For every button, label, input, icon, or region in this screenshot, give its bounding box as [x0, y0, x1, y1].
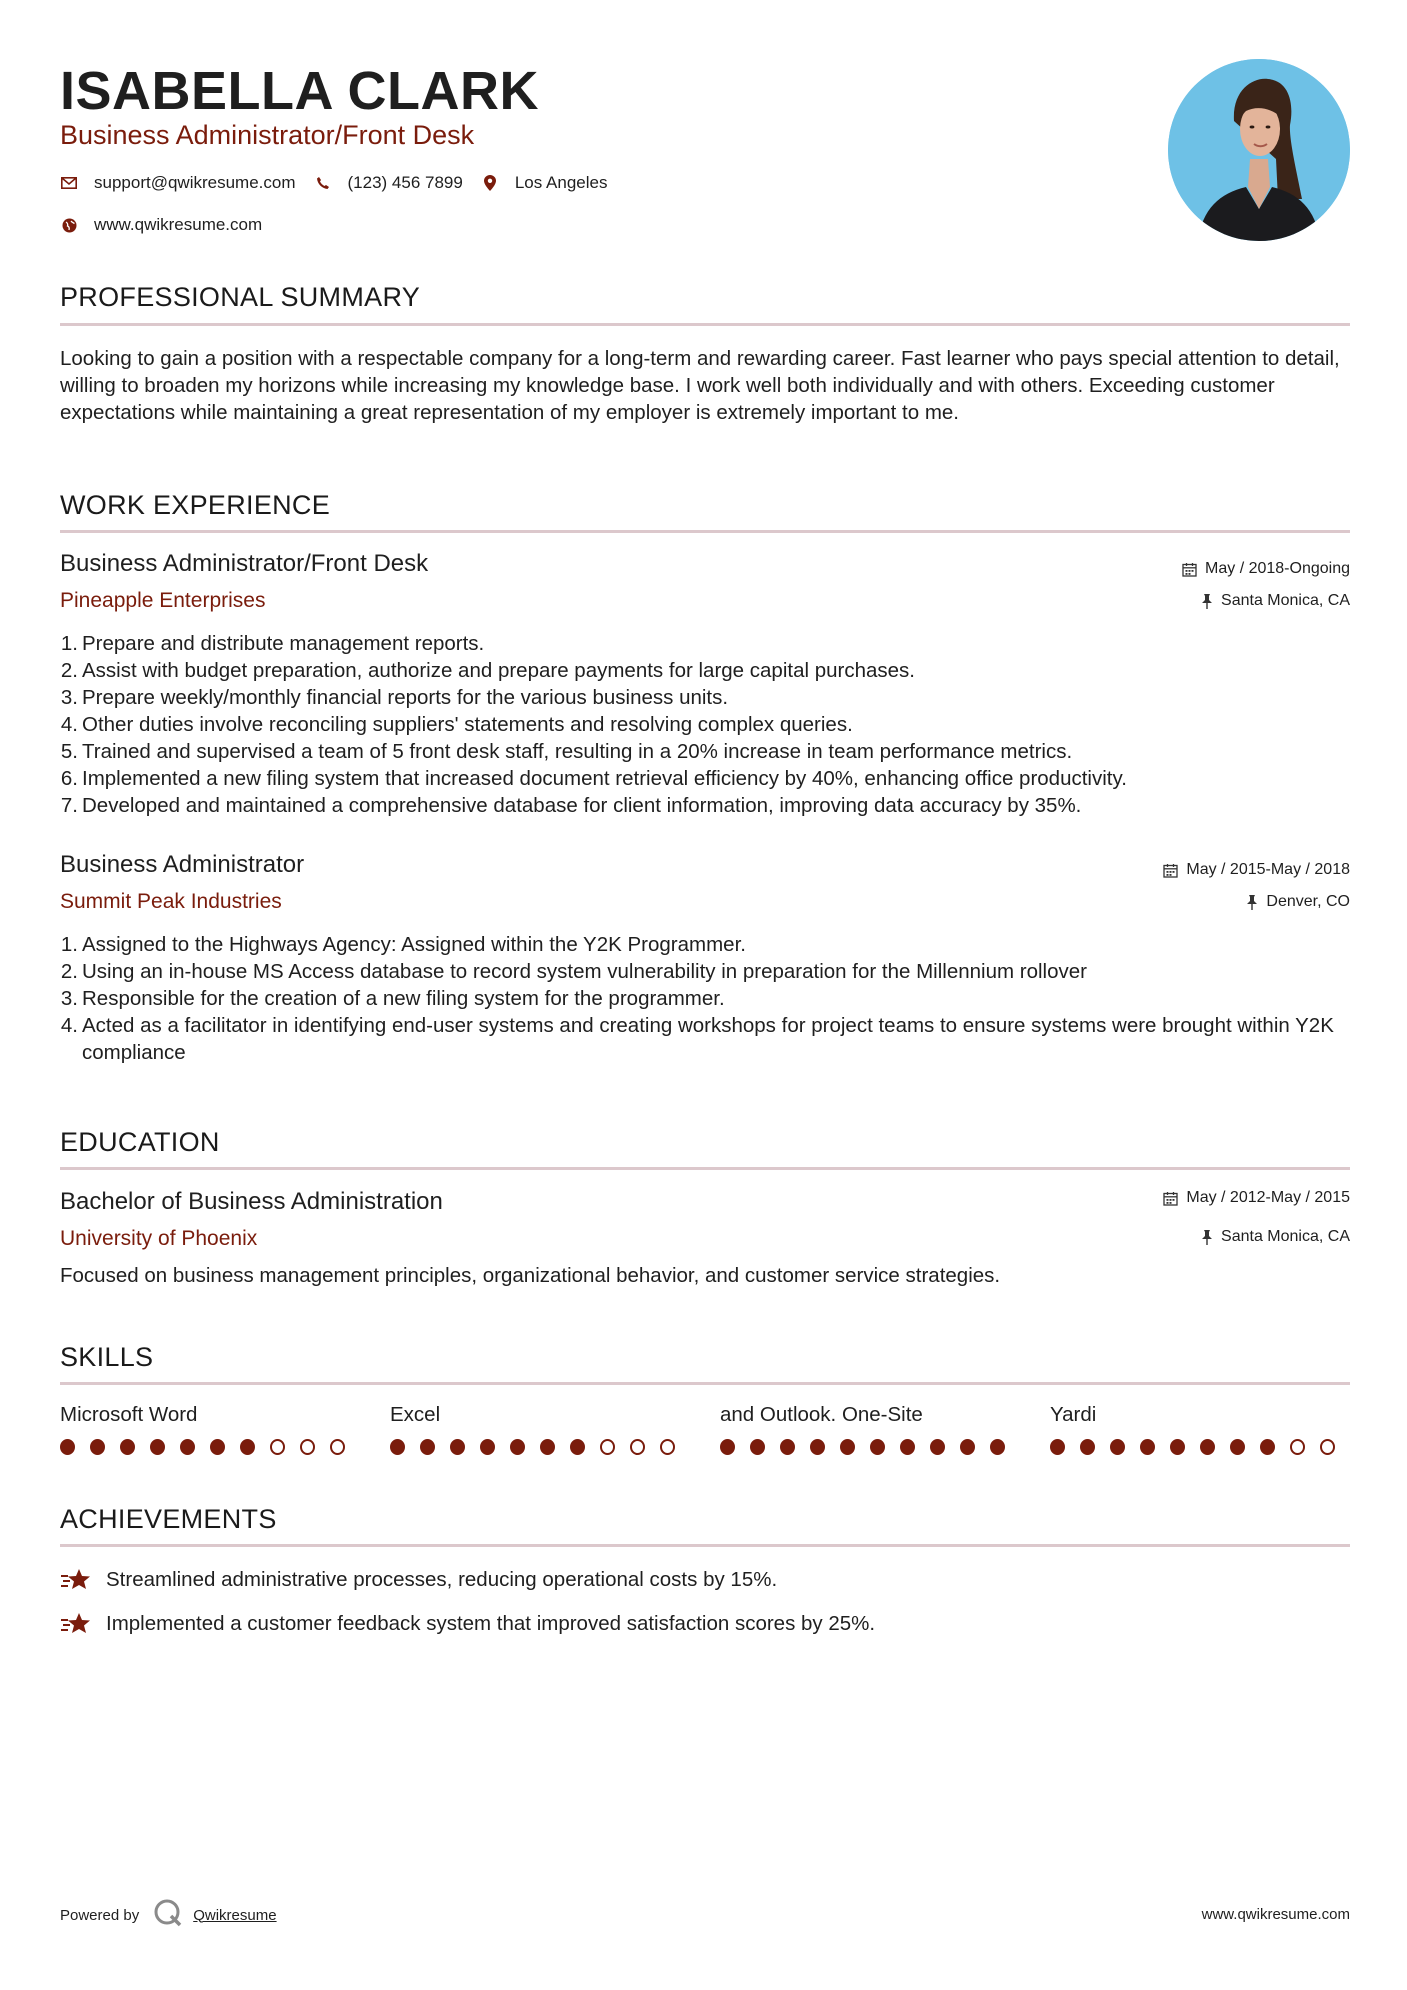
- achievement-text: Implemented a customer feedback system that improved satisfaction scores by 25%.: [106, 1612, 876, 1635]
- skills-heading: SKILLS: [60, 1342, 154, 1372]
- rating-dot-filled: [240, 1439, 255, 1455]
- rating-dot-filled: [900, 1439, 915, 1455]
- job-dates-2: [1163, 861, 1350, 879]
- job-title-2: Business Administrator: [60, 851, 305, 878]
- list-item: 1. Assigned to the Highways Agency: Assigned within the Y2K Programmer.: [60, 933, 746, 956]
- pushpin-icon: [1201, 1230, 1213, 1245]
- skill-name: Yardi: [1050, 1403, 1097, 1426]
- skill-rating: [1050, 1439, 1350, 1455]
- job-dates-text-1: May / 2018-Ongoing: [1205, 560, 1350, 577]
- rating-dot-empty: [600, 1439, 615, 1455]
- rating-dot-empty: [660, 1439, 675, 1455]
- rating-dot-filled: [390, 1439, 405, 1455]
- qwikresume-logo-icon: [153, 1898, 183, 1932]
- list-item: 2. Assist with budget preparation, authorize and prepare payments for large capital purchases.: [60, 659, 916, 682]
- achievement-item: [60, 1566, 777, 1594]
- rating-dot-filled: [750, 1439, 765, 1455]
- rating-dot-filled: [1080, 1439, 1095, 1455]
- skill-item: [1050, 1403, 1350, 1455]
- job-location-2: [1246, 893, 1350, 911]
- calendar-icon: [1163, 863, 1178, 878]
- brand-link[interactable]: Qwikresume: [193, 1906, 277, 1924]
- contact-website[interactable]: [60, 215, 262, 235]
- email-text: support@qwikresume.com: [94, 173, 296, 192]
- duty-list-1: [60, 630, 1355, 819]
- rating-dot-filled: [1050, 1439, 1065, 1455]
- globe-icon: [60, 216, 78, 234]
- calendar-icon: [1163, 1191, 1178, 1206]
- star-award-icon: [60, 1610, 92, 1638]
- rating-dot-filled: [510, 1439, 525, 1455]
- rating-dot-empty: [300, 1439, 315, 1455]
- achievement-item: [60, 1610, 875, 1638]
- skill-rating: [390, 1439, 690, 1455]
- education-dates-text: May / 2012-May / 2015: [1186, 1189, 1350, 1206]
- summary-text: Looking to gain a position with a respectable company for a long-term and rewarding career. Fast learner who pays special attention to detail, willing to broaden my horizons while increasing my knowledge base. I work well both individually and with others. Exceeding customer expectations while maintaining a great representation of my employer is extremely important to me.: [60, 347, 1340, 424]
- rating-dot-filled: [1110, 1439, 1125, 1455]
- rating-dot-empty: [270, 1439, 285, 1455]
- rating-dot-filled: [60, 1439, 75, 1455]
- rating-dot-filled: [420, 1439, 435, 1455]
- list-item: 5. Trained and supervised a team of 5 front desk staff, resulting in a 20% increase in team performance metrics.: [60, 740, 1073, 763]
- rating-dot-filled: [990, 1439, 1005, 1455]
- duty-list-2: [60, 931, 1355, 1066]
- rating-dot-empty: [630, 1439, 645, 1455]
- skill-name: Excel: [390, 1403, 441, 1426]
- rating-dot-filled: [210, 1439, 225, 1455]
- profile-photo: [1168, 59, 1350, 241]
- achievements-heading: ACHIEVEMENTS: [60, 1504, 277, 1534]
- rating-dot-filled: [960, 1439, 975, 1455]
- skill-rating: [60, 1439, 360, 1455]
- rating-dot-filled: [720, 1439, 735, 1455]
- pushpin-icon: [1201, 594, 1213, 609]
- rating-dot-filled: [870, 1439, 885, 1455]
- candidate-name: ISABELLA CLARK: [60, 61, 539, 121]
- education-location: [1201, 1228, 1350, 1246]
- achievement-text: Streamlined administrative processes, reducing operational costs by 15%.: [106, 1568, 778, 1591]
- rating-dot-filled: [570, 1439, 585, 1455]
- list-item: 6. Implemented a new filing system that increased document retrieval efficiency by 40%, enhancing office productivity.: [60, 767, 1127, 790]
- job-location-text-2: Denver, CO: [1266, 893, 1350, 910]
- company-name-2: Summit Peak Industries: [60, 890, 282, 913]
- rating-dot-filled: [1170, 1439, 1185, 1455]
- rating-dot-empty: [1320, 1439, 1335, 1455]
- rating-dot-filled: [540, 1439, 555, 1455]
- rating-dot-filled: [930, 1439, 945, 1455]
- envelope-icon: [60, 174, 78, 192]
- list-item: 7. Developed and maintained a comprehensive database for client information, improving data accuracy by 35%.: [60, 794, 1082, 817]
- phone-text: (123) 456 7899: [347, 173, 463, 192]
- list-item: 1. Prepare and distribute management reports.: [60, 632, 485, 655]
- rating-dot-filled: [780, 1439, 795, 1455]
- star-award-icon: [60, 1566, 92, 1594]
- pushpin-icon: [1246, 895, 1258, 910]
- job-title-1: Business Administrator/Front Desk: [60, 550, 429, 577]
- achievements-divider: [60, 1544, 1350, 1547]
- calendar-icon: [1182, 562, 1197, 577]
- summary-heading: PROFESSIONAL SUMMARY: [60, 282, 421, 312]
- rating-dot-filled: [90, 1439, 105, 1455]
- list-item: 4. Other duties involve reconciling suppliers' statements and resolving complex queries.: [60, 713, 853, 736]
- degree-title: Bachelor of Business Administration: [60, 1188, 443, 1215]
- website-text: www.qwikresume.com: [94, 215, 263, 234]
- skills-divider: [60, 1382, 1350, 1385]
- contact-email[interactable]: [60, 173, 296, 193]
- list-item: 3. Prepare weekly/monthly financial reports for the various business units.: [60, 686, 729, 709]
- contact-phone[interactable]: [314, 173, 463, 193]
- rating-dot-filled: [1200, 1439, 1215, 1455]
- skill-item: [390, 1403, 690, 1455]
- footer-url[interactable]: www.qwikresume.com: [1201, 1906, 1350, 1923]
- rating-dot-filled: [180, 1439, 195, 1455]
- experience-divider: [60, 530, 1350, 533]
- rating-dot-filled: [450, 1439, 465, 1455]
- skill-name: Microsoft Word: [60, 1403, 198, 1426]
- job-location-1: [1201, 592, 1350, 610]
- education-location-text: Santa Monica, CA: [1221, 1228, 1350, 1245]
- job-dates-text-2: May / 2015-May / 2018: [1186, 861, 1350, 878]
- contact-location: [481, 173, 608, 193]
- skill-rating: [720, 1439, 1020, 1455]
- rating-dot-filled: [120, 1439, 135, 1455]
- summary-divider: [60, 323, 1350, 326]
- skill-item: [60, 1403, 360, 1455]
- rating-dot-filled: [1260, 1439, 1275, 1455]
- contact-row-website: [60, 215, 280, 235]
- rating-dot-filled: [840, 1439, 855, 1455]
- phone-icon: [314, 174, 332, 192]
- skill-item: [720, 1403, 1020, 1455]
- list-item: 3. Responsible for the creation of a new filing system for the programmer.: [60, 987, 725, 1010]
- list-item: 2. Using an in-house MS Access database to record system vulnerability in preparation for the Millennium rollover: [60, 960, 1087, 983]
- footer-powered-by: [60, 1898, 277, 1932]
- rating-dot-filled: [1230, 1439, 1245, 1455]
- skill-name: and Outlook. One-Site: [720, 1403, 923, 1426]
- experience-heading: WORK EXPERIENCE: [60, 490, 331, 520]
- education-divider: [60, 1167, 1350, 1170]
- job-dates-1: [1182, 560, 1350, 578]
- education-description: Focused on business management principles, organizational behavior, and customer service strategies.: [60, 1264, 1001, 1287]
- company-name-1: Pineapple Enterprises: [60, 589, 266, 612]
- job-location-text-1: Santa Monica, CA: [1221, 592, 1350, 609]
- education-heading: EDUCATION: [60, 1127, 220, 1157]
- rating-dot-filled: [480, 1439, 495, 1455]
- rating-dot-filled: [810, 1439, 825, 1455]
- rating-dot-empty: [330, 1439, 345, 1455]
- candidate-title: Business Administrator/Front Desk: [60, 120, 475, 150]
- education-dates: [1163, 1189, 1350, 1207]
- list-item: 4. Acted as a facilitator in identifying end-user systems and creating workshops for project teams to ensure systems were brought within Y2K compliance: [60, 1014, 1334, 1064]
- location-text: Los Angeles: [514, 173, 608, 192]
- rating-dot-filled: [1140, 1439, 1155, 1455]
- rating-dot-empty: [1290, 1439, 1305, 1455]
- contact-row: [60, 173, 625, 193]
- map-pin-icon: [481, 174, 499, 192]
- powered-by-label: Powered by: [60, 1906, 140, 1924]
- school-name: University of Phoenix: [60, 1227, 258, 1250]
- rating-dot-filled: [150, 1439, 165, 1455]
